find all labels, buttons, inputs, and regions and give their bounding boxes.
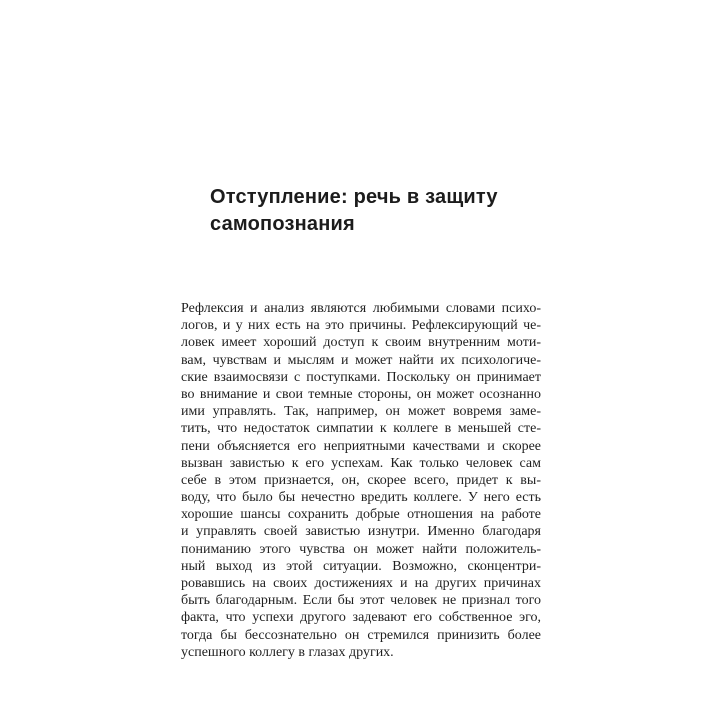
body-line: пониманию этого чувства он может найти положитель- xyxy=(181,541,541,557)
body-line: тогда бы бессознательно он стремился принизить более xyxy=(181,627,541,643)
body-line: себе в этом признается, он, скорее всего, придет к вы- xyxy=(181,472,541,488)
body-line: факта, что успехи другого задевают его собственное эго, xyxy=(181,610,541,626)
body-line: пени объясняется его неприятными качествами и скорее xyxy=(181,438,541,454)
body-line: Рефлексия и анализ являются любимыми словами психо- xyxy=(181,301,541,316)
body-line: вам, чувствам и мыслям и может найти их психологиче- xyxy=(181,352,541,368)
body-line: ный выход из этой ситуации. Возможно, сконцентри- xyxy=(181,558,541,574)
body-line: ские взаимосвязи с поступками. Поскольку он принимает xyxy=(181,369,541,385)
body-line: и управлять своей завистью изнутри. Именно благодаря xyxy=(181,524,541,540)
text-block xyxy=(181,184,541,661)
heading-line-2: самопознания xyxy=(210,213,355,235)
heading-line-1: Отступление: речь в защиту xyxy=(210,186,498,208)
body-line: ловек имеет хороший доступ к своим внутренним моти- xyxy=(181,335,541,351)
body-line: во внимание и свои темные стороны, он может осознанно xyxy=(181,386,541,402)
chapter-heading xyxy=(210,184,541,238)
body-line: быть благодарным. Если бы этот человек не признал того xyxy=(181,593,541,609)
body-line: вызван завистью к его успехам. Как только человек сам xyxy=(181,455,541,471)
body-line: успешного коллегу в глазах других. xyxy=(181,644,394,660)
body-line: ровавшись на своих достижениях и на других причинах xyxy=(181,576,541,591)
body-line: ими управлять. Так, например, он может вовремя заме- xyxy=(181,404,541,420)
body-paragraph xyxy=(181,300,541,661)
body-line: тить, что недостаток симпатии к коллеге в меньшей сте- xyxy=(181,421,541,437)
body-line: логов, и у них есть на это причины. Рефлексирующий че- xyxy=(181,318,541,334)
body-line: хорошие шансы сохранить добрые отношения на работе xyxy=(181,507,541,523)
body-line: воду, что было бы нечестно вредить коллеге. У него есть xyxy=(181,490,541,506)
